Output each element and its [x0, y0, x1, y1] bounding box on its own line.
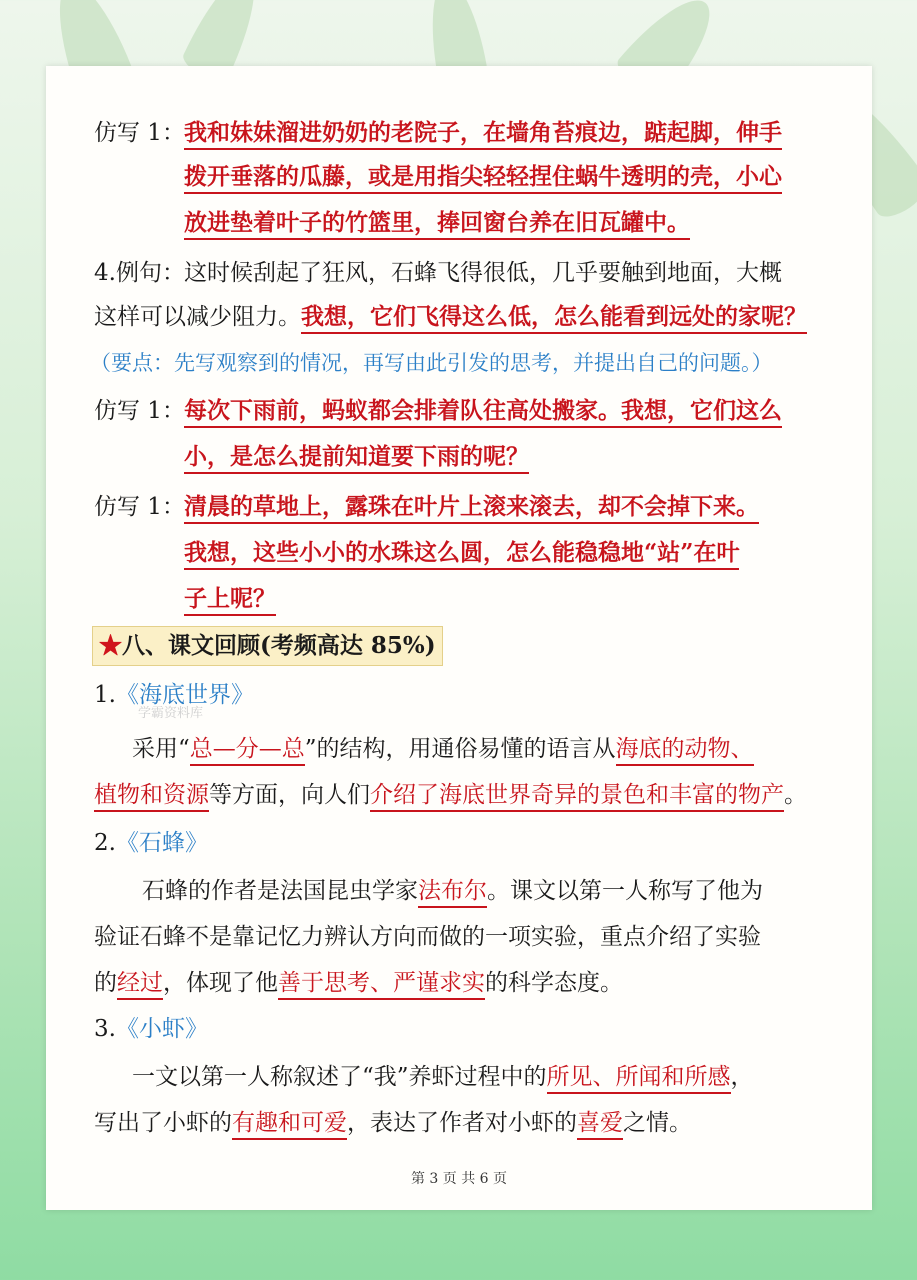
imitation-line: 拨开垂落的瓜藤，或是用指尖轻轻捏住蜗牛透明的壳，小心	[184, 162, 782, 192]
imitation-line: 小，是怎么提前知道要下雨的呢？	[184, 442, 529, 472]
imitation-line: 清晨的草地上，露珠在叶片上滚来滚去，却不会掉下来。	[184, 492, 759, 522]
section-title: 八、课文回顾(考频高达 85%)	[122, 632, 436, 659]
star-icon: ★	[99, 632, 122, 659]
lesson-line: 植物和资源等方面，向人们介绍了海底世界奇异的景色和丰富的物产。	[94, 780, 807, 810]
lesson-line: 写出了小虾的有趣和可爱，表达了作者对小虾的喜爱之情。	[94, 1108, 692, 1138]
lesson-line: 石蜂的作者是法国昆虫学家法布尔。课文以第一人称写了他为	[142, 876, 763, 906]
label-imitation: 仿写 1：	[94, 120, 185, 146]
document-page	[46, 66, 872, 1210]
example-line: 这样可以减少阻力。我想，它们飞得这么低，怎么能看到远处的家呢？	[94, 302, 807, 332]
lesson-title: 2.《石蜂》	[94, 830, 208, 856]
lesson-title: 1.《海底世界》	[94, 682, 254, 708]
label-example: 4.例句：	[94, 260, 185, 286]
lesson-title: 3.《小虾》	[94, 1016, 208, 1042]
lesson-line: 采用“总—分—总”的结构，用通俗易懂的语言从海底的动物、	[132, 734, 754, 764]
page-footer: 第 3 页 共 6 页	[410, 1171, 508, 1187]
imitation-line: 我想，这些小小的水珠这么圆，怎么能稳稳地“站”在叶	[184, 538, 739, 568]
lesson-line: 验证石蜂不是靠记忆力辨认方向而做的一项实验，重点介绍了实验	[94, 924, 761, 950]
label-imitation: 仿写 1：	[94, 398, 185, 424]
imitation-line: 子上呢？	[184, 584, 276, 614]
imitation-line: 我和妹妹溜进奶奶的老院子，在墙角苔痕边，踮起脚，伸手	[184, 118, 782, 148]
watermark: 学霸资料库	[138, 706, 204, 721]
imitation-line: 放进垫着叶子的竹篮里，捧回窗台养在旧瓦罐中。	[184, 208, 690, 238]
imitation-line: 每次下雨前，蚂蚁都会排着队往高处搬家。我想，它们这么	[184, 396, 782, 426]
section-heading	[92, 626, 443, 666]
lesson-line: 的经过，体现了他善于思考、严谨求实的科学态度。	[94, 968, 623, 998]
writing-tip: （要点：先写观察到的情况，再写由此引发的思考，并提出自己的问题。）	[90, 351, 773, 375]
lesson-line: 一文以第一人称叙述了“我”养虾过程中的所见、所闻和所感，	[132, 1062, 754, 1092]
example-line: 这时候刮起了狂风，石蜂飞得很低，几乎要触到地面，大概	[184, 260, 782, 286]
label-imitation: 仿写 1：	[94, 494, 185, 520]
